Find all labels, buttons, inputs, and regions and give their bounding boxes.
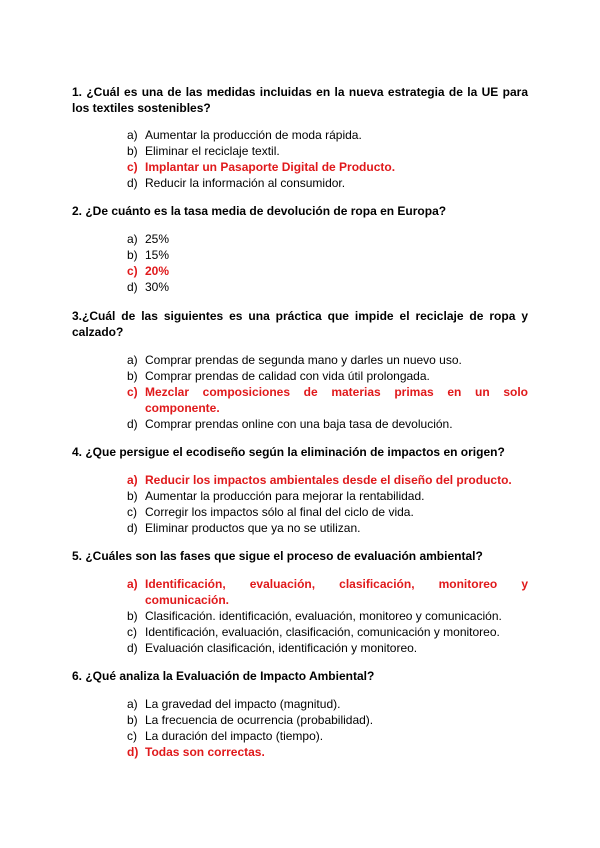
option-text: Clasificación. identificación, evaluación, monitoreo y comunicación. [145, 609, 502, 623]
question-3-option-b [127, 368, 528, 384]
option-text: La frecuencia de ocurrencia (probabilidad). [145, 713, 374, 727]
question-6-option-a [127, 696, 528, 712]
option-letter: b) [127, 369, 138, 383]
option-letter: b) [127, 713, 138, 727]
option-text: Identificación, evaluación, clasificación, monitoreo y comunicación. [145, 577, 528, 607]
question-4-options [127, 472, 528, 536]
question-4-option-b [127, 488, 528, 504]
option-text: Implantar un Pasaporte Digital de Producto. [145, 160, 396, 174]
option-letter: d) [127, 417, 138, 431]
question-1-option-d [127, 175, 528, 191]
option-text: Aumentar la producción de moda rápida. [145, 128, 362, 142]
question-5-options [127, 576, 528, 656]
option-text: 15% [145, 248, 170, 262]
option-text: Evaluación clasificación, identificación y monitoreo. [145, 641, 418, 655]
option-letter: b) [127, 248, 138, 262]
question-2-option-d [127, 279, 528, 295]
question-4-option-a-correct [127, 472, 528, 488]
option-text: Todas son correctas. [145, 745, 265, 759]
option-letter: d) [127, 641, 138, 655]
question-5-option-d [127, 640, 528, 656]
option-text: Comprar prendas online con una baja tasa de devolución. [145, 417, 453, 431]
option-text: La duración del impacto (tiempo). [145, 729, 324, 743]
option-text: La gravedad del impacto (magnitud). [145, 697, 341, 711]
option-text: Reducir la información al consumidor. [145, 176, 346, 190]
option-letter: a) [127, 577, 138, 591]
question-6-option-b [127, 712, 528, 728]
option-letter: a) [127, 473, 138, 487]
option-text: 25% [145, 232, 170, 246]
question-2-option-b [127, 247, 528, 263]
question-6-option-c [127, 728, 528, 744]
question-3-option-d [127, 416, 528, 432]
question-5-option-c [127, 624, 528, 640]
option-text: Eliminar el reciclaje textil. [145, 144, 280, 158]
option-text: Identificación, evaluación, clasificación, comunicación y monitoreo. [145, 625, 500, 639]
question-5-option-a-correct [127, 576, 528, 608]
option-letter: b) [127, 609, 138, 623]
option-letter: c) [127, 385, 138, 399]
question-1-option-c-correct [127, 159, 528, 175]
question-5-option-b [127, 608, 528, 624]
option-letter: b) [127, 489, 138, 503]
option-text: Aumentar la producción para mejorar la rentabilidad. [145, 489, 425, 503]
option-text: Reducir los impactos ambientales desde el diseño del producto. [145, 473, 512, 487]
option-letter: c) [127, 625, 137, 639]
option-text: 30% [145, 280, 170, 294]
option-text: Corregir los impactos sólo al final del ciclo de vida. [145, 505, 414, 519]
option-text: Comprar prendas de segunda mano y darles un nuevo uso. [145, 353, 462, 367]
option-letter: c) [127, 160, 138, 174]
question-4: 4. ¿Que persigue el ecodiseño según la eliminación de impactos en origen? [72, 445, 505, 459]
question-5: 5. ¿Cuáles son las fases que sigue el proceso de evaluación ambiental? [72, 549, 483, 563]
option-letter: c) [127, 264, 138, 278]
option-text: Eliminar productos que ya no se utilizan. [145, 521, 361, 535]
option-letter: b) [127, 144, 138, 158]
question-1-options [127, 127, 528, 191]
question-3: 3.¿Cuál de las siguientes es una práctica que impide el reciclaje de ropa y calzado? [72, 309, 528, 339]
question-4-option-d [127, 520, 528, 536]
question-1: 1. ¿Cuál es una de las medidas incluidas en la nueva estrategia de la UE para los textiles sostenibles? [72, 85, 528, 115]
question-3-option-a [127, 352, 528, 368]
question-2-option-c-correct [127, 263, 528, 279]
question-2-option-a [127, 231, 528, 247]
option-letter: c) [127, 729, 137, 743]
question-2-options [127, 231, 528, 295]
option-letter: d) [127, 176, 138, 190]
option-letter: d) [127, 745, 139, 759]
option-letter: a) [127, 697, 138, 711]
option-letter: a) [127, 232, 138, 246]
option-letter: a) [127, 353, 138, 367]
question-1-option-b [127, 143, 528, 159]
question-6-option-d-correct [127, 744, 528, 760]
option-letter: d) [127, 280, 138, 294]
question-4-option-c [127, 504, 528, 520]
question-3-options [127, 352, 528, 432]
question-3-option-c-correct [127, 384, 528, 416]
question-6: 6. ¿Qué analiza la Evaluación de Impacto Ambiental? [72, 669, 375, 683]
option-text: 20% [145, 264, 170, 278]
question-1-option-a [127, 127, 528, 143]
question-6-options [127, 696, 528, 760]
option-letter: c) [127, 505, 137, 519]
option-letter: d) [127, 521, 138, 535]
option-text: Mezclar composiciones de materias primas en un solo componente. [145, 385, 528, 415]
question-2: 2. ¿De cuánto es la tasa media de devolución de ropa en Europa? [72, 204, 447, 218]
option-letter: a) [127, 128, 138, 142]
option-text: Comprar prendas de calidad con vida útil prolongada. [145, 369, 430, 383]
